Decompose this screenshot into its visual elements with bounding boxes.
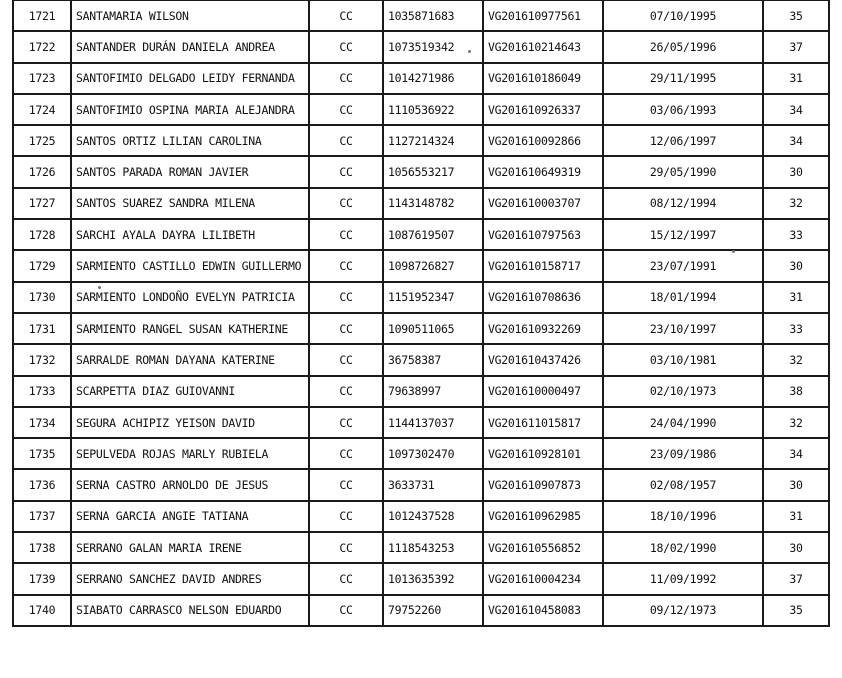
age-cell: 34 — [763, 125, 829, 156]
table-row — [13, 469, 829, 500]
birth-date-cell: 08/12/1994 — [603, 188, 763, 219]
document-type-cell: CC — [309, 438, 383, 469]
age-cell: 31 — [763, 501, 829, 532]
id-number-cell: 1144137037 — [383, 407, 483, 438]
id-number-cell: 1073519342 — [383, 31, 483, 62]
table-row — [13, 94, 829, 125]
registry-rows — [13, 1, 829, 626]
age-cell: 30 — [763, 532, 829, 563]
birth-date-cell: 02/08/1957 — [603, 469, 763, 500]
registration-code-cell: VG201610649319 — [483, 156, 603, 187]
table-row — [13, 31, 829, 62]
birth-date-cell: 24/04/1990 — [603, 407, 763, 438]
document-type-cell: CC — [309, 188, 383, 219]
registration-code-cell: VG201610158717 — [483, 250, 603, 281]
table-row — [13, 532, 829, 563]
registration-code-cell: VG201611015817 — [483, 407, 603, 438]
table-row — [13, 250, 829, 281]
id-number-cell: 1014271986 — [383, 63, 483, 94]
full-name-cell: SANTOS PARADA ROMAN JAVIER — [71, 156, 309, 187]
row-number-cell: 1730 — [13, 282, 71, 313]
registration-code-cell: VG201610556852 — [483, 532, 603, 563]
birth-date-cell: 18/10/1996 — [603, 501, 763, 532]
age-cell: 35 — [763, 595, 829, 626]
registration-code-cell: VG201610962985 — [483, 501, 603, 532]
birth-date-cell: 11/09/1992 — [603, 563, 763, 594]
birth-date-cell: 03/10/1981 — [603, 344, 763, 375]
full-name-cell: SANTOS ORTIZ LILIAN CAROLINA — [71, 125, 309, 156]
full-name-cell: SARMIENTO CASTILLO EDWIN GUILLERMO — [71, 250, 309, 281]
registration-code-cell: VG201610797563 — [483, 219, 603, 250]
document-type-cell: CC — [309, 125, 383, 156]
document-type-cell: CC — [309, 219, 383, 250]
registration-code-cell: VG201610932269 — [483, 313, 603, 344]
row-number-cell: 1732 — [13, 344, 71, 375]
age-cell: 38 — [763, 376, 829, 407]
id-number-cell: 1110536922 — [383, 94, 483, 125]
document-type-cell: CC — [309, 376, 383, 407]
table-row — [13, 313, 829, 344]
id-number-cell: 1087619507 — [383, 219, 483, 250]
row-number-cell: 1726 — [13, 156, 71, 187]
birth-date-cell: 26/05/1996 — [603, 31, 763, 62]
id-number-cell: 1035871683 — [383, 1, 483, 32]
age-cell: 37 — [763, 31, 829, 62]
document-type-cell: CC — [309, 156, 383, 187]
row-number-cell: 1722 — [13, 31, 71, 62]
document-type-cell: CC — [309, 469, 383, 500]
id-number-cell: 79638997 — [383, 376, 483, 407]
document-type-cell: CC — [309, 1, 383, 32]
full-name-cell: SARMIENTO LONDOÑO EVELYN PATRICIA — [71, 282, 309, 313]
id-number-cell: 1143148782 — [383, 188, 483, 219]
id-number-cell: 1097302470 — [383, 438, 483, 469]
table-row — [13, 438, 829, 469]
row-number-cell: 1733 — [13, 376, 71, 407]
row-number-cell: 1721 — [13, 1, 71, 32]
birth-date-cell: 03/06/1993 — [603, 94, 763, 125]
scan-speck — [732, 250, 735, 253]
age-cell: 31 — [763, 282, 829, 313]
full-name-cell: SANTOFIMIO OSPINA MARIA ALEJANDRA — [71, 94, 309, 125]
age-cell: 32 — [763, 188, 829, 219]
id-number-cell: 79752260 — [383, 595, 483, 626]
age-cell: 33 — [763, 219, 829, 250]
table-row — [13, 376, 829, 407]
age-cell: 33 — [763, 313, 829, 344]
table-row — [13, 563, 829, 594]
registration-code-cell: VG201610977561 — [483, 1, 603, 32]
full-name-cell: SCARPETTA DIAZ GUIOVANNI — [71, 376, 309, 407]
row-number-cell: 1725 — [13, 125, 71, 156]
birth-date-cell: 29/05/1990 — [603, 156, 763, 187]
row-number-cell: 1737 — [13, 501, 71, 532]
id-number-cell: 1090511065 — [383, 313, 483, 344]
id-number-cell: 1151952347 — [383, 282, 483, 313]
document-type-cell: CC — [309, 563, 383, 594]
id-number-cell: 1013635392 — [383, 563, 483, 594]
table-row — [13, 501, 829, 532]
table-row — [13, 282, 829, 313]
id-number-cell: 1098726827 — [383, 250, 483, 281]
birth-date-cell: 23/07/1991 — [603, 250, 763, 281]
age-cell: 30 — [763, 156, 829, 187]
row-number-cell: 1736 — [13, 469, 71, 500]
birth-date-cell: 29/11/1995 — [603, 63, 763, 94]
age-cell: 34 — [763, 438, 829, 469]
full-name-cell: SARRALDE ROMAN DAYANA KATERINE — [71, 344, 309, 375]
table-row — [13, 219, 829, 250]
birth-date-cell: 12/06/1997 — [603, 125, 763, 156]
id-number-cell: 1056553217 — [383, 156, 483, 187]
document-type-cell: CC — [309, 250, 383, 281]
age-cell: 30 — [763, 469, 829, 500]
table-row — [13, 125, 829, 156]
registry-table — [12, 0, 830, 627]
full-name-cell: SERRANO SANCHEZ DAVID ANDRES — [71, 563, 309, 594]
document-type-cell: CC — [309, 501, 383, 532]
document-type-cell: CC — [309, 595, 383, 626]
full-name-cell: SEPULVEDA ROJAS MARLY RUBIELA — [71, 438, 309, 469]
full-name-cell: SERNA CASTRO ARNOLDO DE JESUS — [71, 469, 309, 500]
document-type-cell: CC — [309, 313, 383, 344]
age-cell: 32 — [763, 407, 829, 438]
document-type-cell: CC — [309, 94, 383, 125]
row-number-cell: 1728 — [13, 219, 71, 250]
id-number-cell: 1127214324 — [383, 125, 483, 156]
id-number-cell: 3633731 — [383, 469, 483, 500]
birth-date-cell: 23/10/1997 — [603, 313, 763, 344]
registration-code-cell: VG201610186049 — [483, 63, 603, 94]
table-row — [13, 1, 829, 32]
registration-code-cell: VG201610092866 — [483, 125, 603, 156]
full-name-cell: SIABATO CARRASCO NELSON EDUARDO — [71, 595, 309, 626]
registration-code-cell: VG201610214643 — [483, 31, 603, 62]
full-name-cell: SANTAMARIA WILSON — [71, 1, 309, 32]
table-row — [13, 156, 829, 187]
birth-date-cell: 15/12/1997 — [603, 219, 763, 250]
document-type-cell: CC — [309, 282, 383, 313]
full-name-cell: SANTANDER DURÁN DANIELA ANDREA — [71, 31, 309, 62]
document-type-cell: CC — [309, 344, 383, 375]
table-row — [13, 344, 829, 375]
registration-code-cell: VG201610004234 — [483, 563, 603, 594]
full-name-cell: SEGURA ACHIPIZ YEISON DAVID — [71, 407, 309, 438]
row-number-cell: 1729 — [13, 250, 71, 281]
registration-code-cell: VG201610928101 — [483, 438, 603, 469]
registration-code-cell: VG201610000497 — [483, 376, 603, 407]
full-name-cell: SARMIENTO RANGEL SUSAN KATHERINE — [71, 313, 309, 344]
birth-date-cell: 18/02/1990 — [603, 532, 763, 563]
age-cell: 31 — [763, 63, 829, 94]
row-number-cell: 1724 — [13, 94, 71, 125]
row-number-cell: 1740 — [13, 595, 71, 626]
row-number-cell: 1727 — [13, 188, 71, 219]
registration-code-cell: VG201610437426 — [483, 344, 603, 375]
age-cell: 32 — [763, 344, 829, 375]
birth-date-cell: 23/09/1986 — [603, 438, 763, 469]
full-name-cell: SERRANO GALAN MARIA IRENE — [71, 532, 309, 563]
id-number-cell: 36758387 — [383, 344, 483, 375]
registration-code-cell: VG201610708636 — [483, 282, 603, 313]
birth-date-cell: 09/12/1973 — [603, 595, 763, 626]
document-type-cell: CC — [309, 407, 383, 438]
row-number-cell: 1735 — [13, 438, 71, 469]
table-row — [13, 63, 829, 94]
row-number-cell: 1731 — [13, 313, 71, 344]
document-type-cell: CC — [309, 31, 383, 62]
full-name-cell: SANTOFIMIO DELGADO LEIDY FERNANDA — [71, 63, 309, 94]
full-name-cell: SARCHI AYALA DAYRA LILIBETH — [71, 219, 309, 250]
registration-code-cell: VG201610926337 — [483, 94, 603, 125]
row-number-cell: 1739 — [13, 563, 71, 594]
age-cell: 35 — [763, 1, 829, 32]
age-cell: 34 — [763, 94, 829, 125]
row-number-cell: 1734 — [13, 407, 71, 438]
row-number-cell: 1738 — [13, 532, 71, 563]
id-number-cell: 1012437528 — [383, 501, 483, 532]
document-type-cell: CC — [309, 532, 383, 563]
age-cell: 37 — [763, 563, 829, 594]
scan-speck — [468, 50, 471, 53]
scanned-document-page — [12, 0, 828, 668]
birth-date-cell: 07/10/1995 — [603, 1, 763, 32]
registration-code-cell: VG201610003707 — [483, 188, 603, 219]
row-number-cell: 1723 — [13, 63, 71, 94]
table-row — [13, 188, 829, 219]
table-row — [13, 595, 829, 626]
document-type-cell: CC — [309, 63, 383, 94]
age-cell: 30 — [763, 250, 829, 281]
id-number-cell: 1118543253 — [383, 532, 483, 563]
scan-speck — [98, 286, 101, 289]
registration-code-cell: VG201610458083 — [483, 595, 603, 626]
birth-date-cell: 18/01/1994 — [603, 282, 763, 313]
full-name-cell: SANTOS SUAREZ SANDRA MILENA — [71, 188, 309, 219]
birth-date-cell: 02/10/1973 — [603, 376, 763, 407]
registration-code-cell: VG201610907873 — [483, 469, 603, 500]
full-name-cell: SERNA GARCIA ANGIE TATIANA — [71, 501, 309, 532]
table-row — [13, 407, 829, 438]
